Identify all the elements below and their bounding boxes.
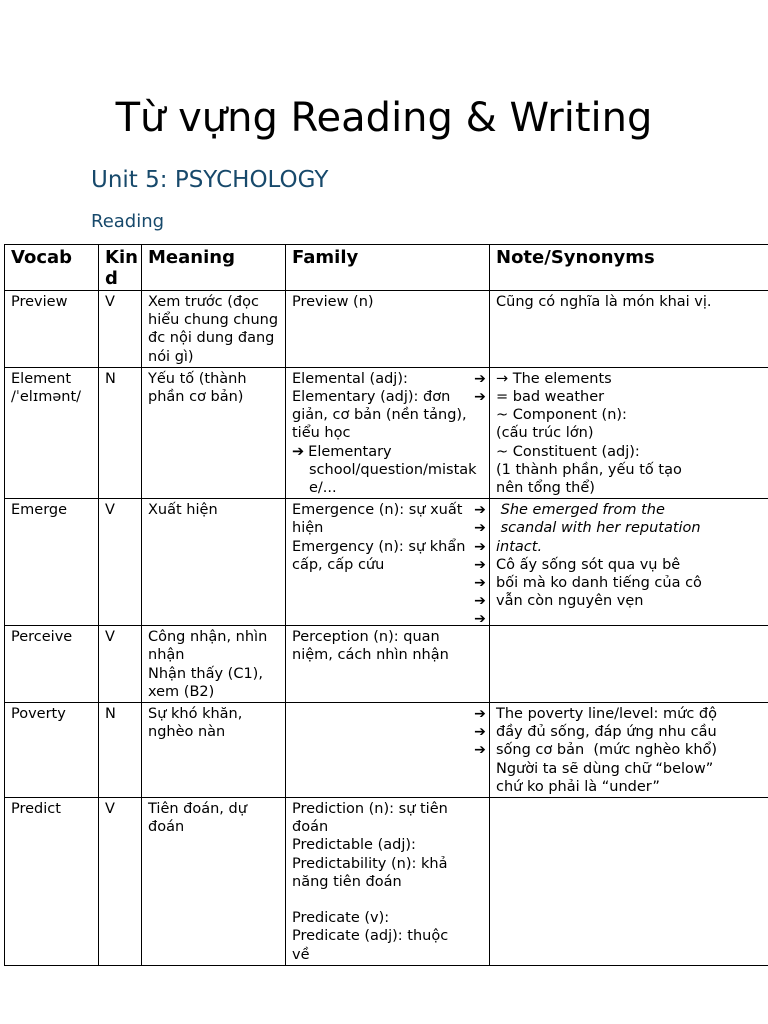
cell-line: Cũng có nghĩa là món khai vị. <box>496 294 712 310</box>
note-cell <box>490 626 768 703</box>
note-cell <box>490 499 768 626</box>
kind-cell <box>99 703 142 798</box>
header-vocab: Vocab <box>5 245 99 291</box>
table-row <box>5 291 768 368</box>
cell-line: Người ta sẽ dùng chữ “below” <box>496 760 714 777</box>
header-note: Note/Synonyms <box>490 245 768 291</box>
cell-line: Predictable (adj): <box>292 837 416 854</box>
cell-line: Elemental (adj): <box>292 370 408 387</box>
cell-line: Xuất hiện <box>148 502 218 519</box>
document-title: Từ vựng Reading & Writing <box>115 95 653 141</box>
kind-value: N <box>105 370 116 387</box>
cell-line: vẫn còn nguyên vẹn <box>496 593 644 610</box>
meaning-cell <box>142 367 286 498</box>
cell-line: scandal with her reputation <box>496 520 701 537</box>
kind-value: V <box>105 629 115 646</box>
cell-line: đầy đủ sống, đáp ứng nhu cầu <box>496 724 717 741</box>
cell-line: Predicate (adj): thuộc về <box>292 928 453 963</box>
arrow-column <box>472 370 488 406</box>
cell-line: Perception (n): quan <box>292 629 440 646</box>
kind-value: N <box>105 706 116 723</box>
right-arrow-icon: ➔ <box>474 742 486 759</box>
cell-line: Preview <box>11 294 68 310</box>
note-cell <box>490 798 768 966</box>
kind-cell <box>99 291 142 368</box>
cell-line: Predicate (v): <box>292 910 390 927</box>
cell-line: Poverty <box>11 706 66 723</box>
table-row <box>5 798 768 966</box>
arrow-column <box>472 705 488 760</box>
family-cell <box>286 798 490 966</box>
header-kind-label: Kin d <box>105 247 138 289</box>
table-row <box>5 499 768 626</box>
cell-line: ~ Component (n): <box>496 407 627 424</box>
right-arrow-icon: ➔ <box>474 724 486 741</box>
cell-line: (cấu trúc lớn) <box>496 425 594 442</box>
cell-line: phần cơ bản) <box>148 389 244 406</box>
unit-heading: Unit 5: PSYCHOLOGY <box>91 167 329 193</box>
cell-line: nhận <box>148 647 185 664</box>
cell-line: hiểu chung chung <box>148 312 279 329</box>
note-cell <box>490 291 768 368</box>
cell-line: nói gì) <box>148 348 194 365</box>
cell-line <box>292 891 469 909</box>
cell-line: giản, cơ bản (nền tảng), <box>292 407 467 424</box>
arrow-column <box>472 501 488 626</box>
family-sub-line: school/question/mistak <box>309 461 477 478</box>
header-meaning: Meaning <box>142 245 286 291</box>
cell-line: /ˈelɪmənt/ <box>11 389 82 406</box>
cell-line: niệm, cách nhìn nhận <box>292 647 449 664</box>
cell-line: Predictability (n): khả <box>292 855 448 872</box>
cell-line: Nhận thấy (C1), <box>148 665 263 682</box>
kind-value: V <box>105 294 115 310</box>
meaning-cell <box>142 703 286 798</box>
cell-line: chứ ko phải là “under” <box>496 778 660 795</box>
vocab-cell <box>5 798 99 966</box>
meaning-cell <box>142 499 286 626</box>
meaning-cell <box>142 291 286 368</box>
cell-line: The poverty line/level: mức độ <box>496 706 717 723</box>
cell-line: She emerged from the <box>496 502 665 519</box>
vocab-cell <box>5 626 99 703</box>
header-family: Family <box>286 245 490 291</box>
cell-line: (1 thành phần, yếu tố tạo <box>496 461 682 478</box>
kind-value: V <box>105 502 115 519</box>
right-arrow-icon: ➔ <box>474 502 486 519</box>
kind-cell <box>99 499 142 626</box>
cell-line: Cô ấy sống sót qua vụ bê <box>496 556 681 573</box>
family-cell <box>286 291 490 368</box>
family-cell <box>286 703 490 798</box>
cell-line: Preview (n) <box>292 294 374 310</box>
cell-line: Elementary (adj): đơn <box>292 389 451 406</box>
cell-line: Element <box>11 370 72 387</box>
header-kind <box>99 245 142 291</box>
cell-line: Tiên đoán, dự <box>148 801 247 818</box>
vocab-cell <box>5 703 99 798</box>
meaning-cell <box>142 798 286 966</box>
cell-line: Emergence (n): sự xuất <box>292 502 463 519</box>
right-arrow-icon: ➔ <box>474 574 486 591</box>
family-cell <box>286 626 490 703</box>
cell-line: nghèo nàn <box>148 724 226 741</box>
cell-line: = bad weather <box>496 389 605 406</box>
cell-line: bối mà ko danh tiếng của cô <box>496 575 702 592</box>
right-arrow-icon: ➔ <box>474 593 486 610</box>
table-row <box>5 626 768 703</box>
kind-cell <box>99 367 142 498</box>
right-arrow-icon: ➔ <box>474 389 486 405</box>
cell-line: năng tiên đoán <box>292 873 402 890</box>
right-arrow-icon: ➔ <box>474 706 486 723</box>
vocab-cell <box>5 291 99 368</box>
right-arrow-icon: ➔ <box>474 611 486 626</box>
kind-cell <box>99 798 142 966</box>
cell-line: Công nhận, nhìn <box>148 629 268 646</box>
note-cell <box>490 703 768 798</box>
cell-line: đoán <box>148 819 185 836</box>
table-header-row <box>5 245 768 291</box>
right-arrow-icon: ➔ <box>474 556 486 573</box>
cell-line: Yếu tố (thành <box>148 370 247 387</box>
cell-line: đoán <box>292 819 329 836</box>
right-arrow-icon: ➔ <box>474 520 486 537</box>
family-cell <box>286 499 490 626</box>
family-sub-text: Elementary <box>308 443 392 460</box>
cell-line: Sự khó khăn, <box>148 706 243 723</box>
cell-line: ~ Constituent (adj): <box>496 443 640 460</box>
cell-line: xem (B2) <box>148 683 215 700</box>
cell-line: đc nội dung đang <box>148 330 275 347</box>
family-sub-line <box>292 443 469 461</box>
vocab-table <box>4 244 768 966</box>
cell-line: intact. <box>496 538 543 555</box>
cell-line: Xem trước (đọc <box>148 294 259 310</box>
table-row <box>5 367 768 498</box>
vocab-cell <box>5 499 99 626</box>
kind-cell <box>99 626 142 703</box>
meaning-cell <box>142 626 286 703</box>
cell-line: hiện <box>292 520 324 537</box>
cell-line: nên tổng thể) <box>496 480 595 497</box>
cell-line: Emerge <box>11 502 68 519</box>
family-sub-line: e/... <box>309 480 337 497</box>
cell-line: → The elements <box>496 370 612 387</box>
cell-line: Perceive <box>11 629 73 646</box>
kind-value: V <box>105 801 115 818</box>
right-arrow-icon: ➔ <box>474 538 486 555</box>
note-cell <box>490 367 768 498</box>
cell-line: cấp, cấp cứu <box>292 556 385 573</box>
section-heading: Reading <box>91 211 165 232</box>
cell-line: Prediction (n): sự tiên <box>292 801 448 818</box>
family-cell <box>286 367 490 498</box>
table-row <box>5 703 768 798</box>
cell-line: sống cơ bản (mức nghèo khổ) <box>496 742 718 759</box>
vocab-cell <box>5 367 99 498</box>
cell-line: Emergency (n): sự khẩn <box>292 538 466 555</box>
right-arrow-icon: ➔ <box>292 443 305 460</box>
cell-line: Predict <box>11 801 61 818</box>
cell-line: tiểu học <box>292 425 351 442</box>
right-arrow-icon: ➔ <box>474 370 486 387</box>
